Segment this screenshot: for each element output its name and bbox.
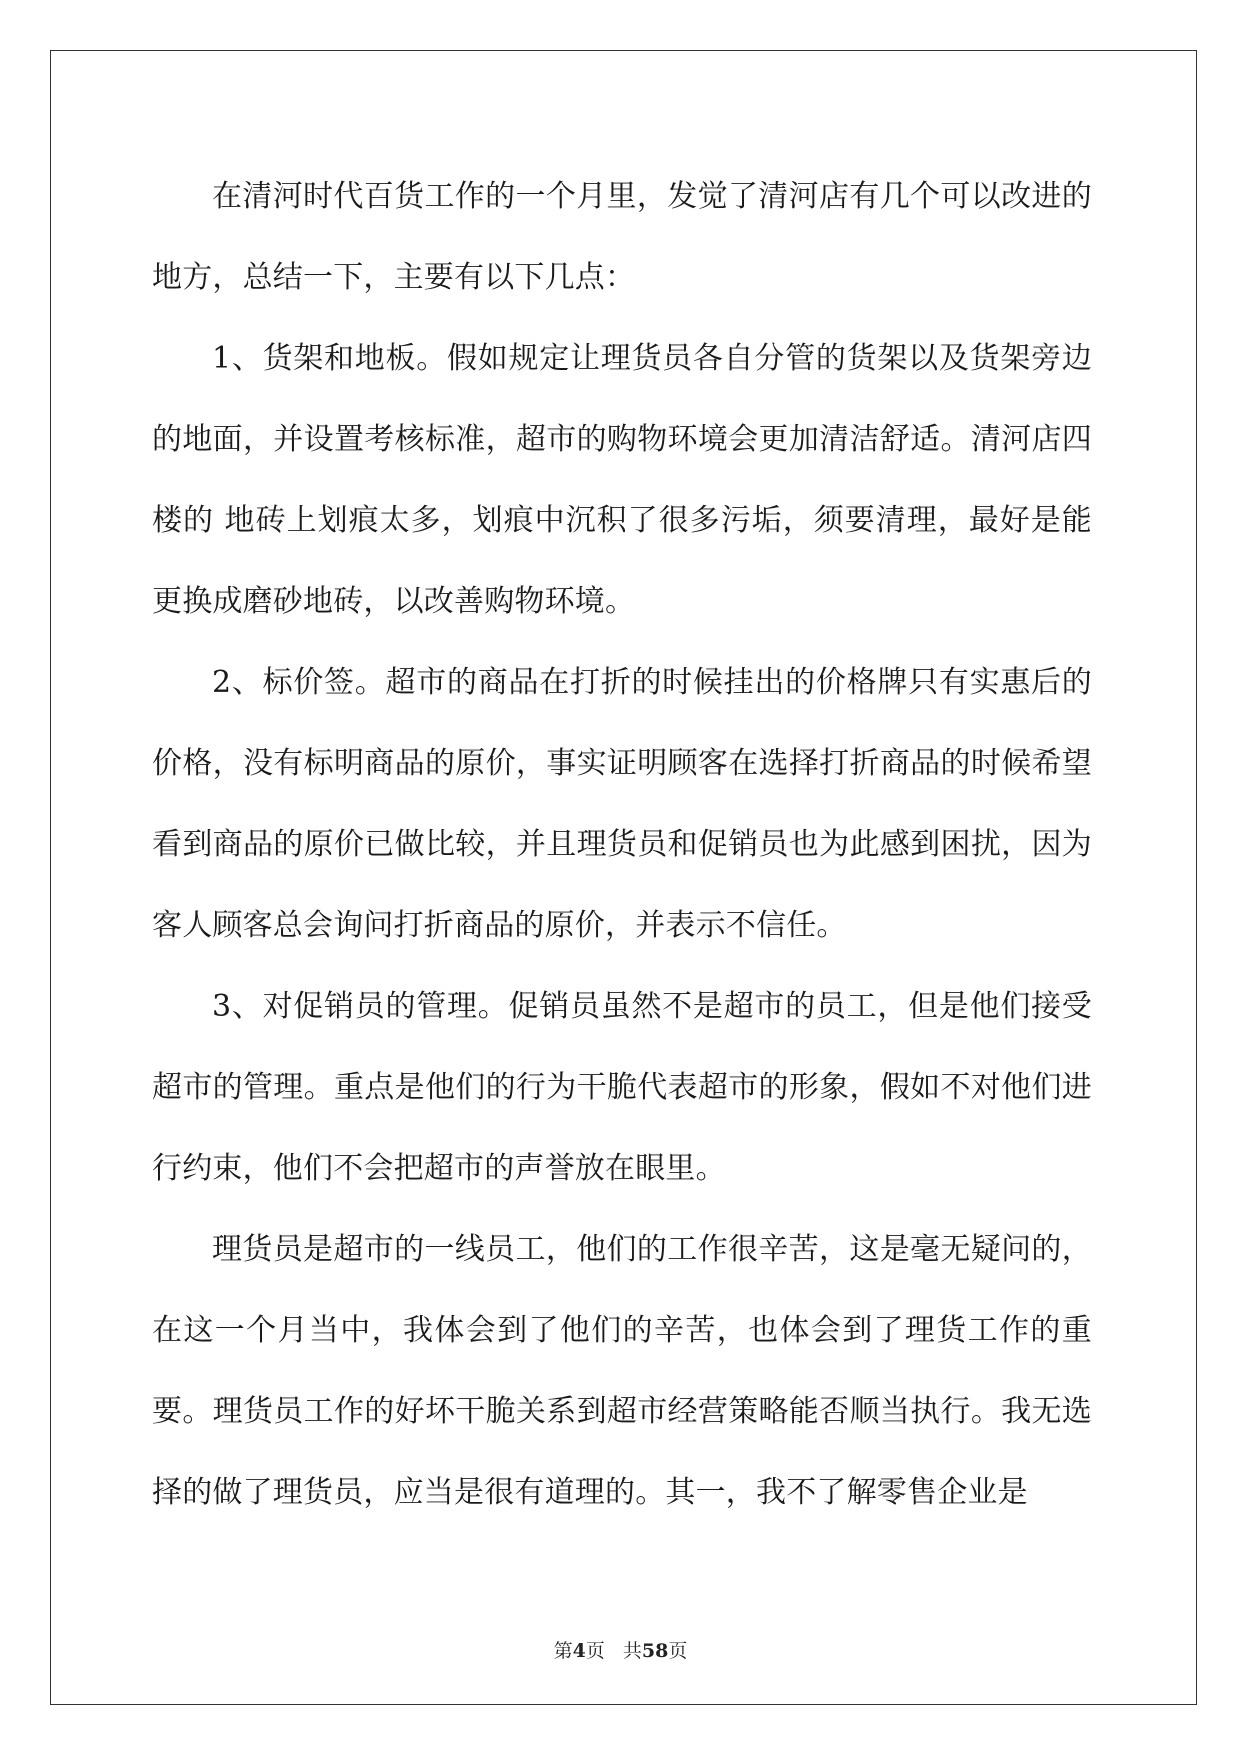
page-footer [0, 1636, 1241, 1663]
footer-page-suffix: 页 [585, 1640, 605, 1662]
paragraph-item-2: 2、标价签。超市的商品在打折的时候挂出的价格牌只有实惠后的价格，没有标明商品的原价，事实证明顾客在选择打折商品的时候希望看到商品的原价已做比较，并且理货员和促销员也为此感到困扰，因为客人顾客总会询问打折商品的原价，并表示不信任。 [152, 665, 1092, 943]
footer-total-pages: 58 [641, 1640, 669, 1662]
document-body [152, 156, 1092, 1533]
paragraph-intro: 在清河时代百货工作的一个月里，发觉了清河店有几个可以改进的地方，总结一下，主要有以下几点： [152, 179, 1092, 295]
footer-total-prefix: 共 [622, 1640, 642, 1662]
paragraph-item-1: 1、货架和地板。假如规定让理货员各自分管的货架以及货架旁边的地面，并设置考核标准，超市的购物环境会更加清洁舒适。清河店四楼的 地砖上划痕太多，划痕中沉积了很多污垢，须要清理，最好是能更换成磨砂地砖，以改善购物环境。 [152, 341, 1092, 619]
paragraph-item-3: 3、对促销员的管理。促销员虽然不是超市的员工，但是他们接受超市的管理。重点是他们的行为干脆代表超市的形象，假如不对他们进行约束，他们不会把超市的声誉放在眼里。 [152, 989, 1092, 1186]
paragraph-reflection: 理货员是超市的一线员工，他们的工作很辛苦，这是毫无疑问的，在这一个月当中，我体会到了他们的辛苦，也体会到了理货工作的重要。理货员工作的好坏干脆关系到超市经营策略能否顺当执行。我无选择的做了理货员，应当是很有道理的。其一，我不了解零售企业是 [152, 1232, 1092, 1510]
footer-page-prefix: 第 [553, 1640, 573, 1662]
footer-page-number: 4 [572, 1640, 586, 1662]
footer-total-suffix: 页 [668, 1640, 688, 1662]
